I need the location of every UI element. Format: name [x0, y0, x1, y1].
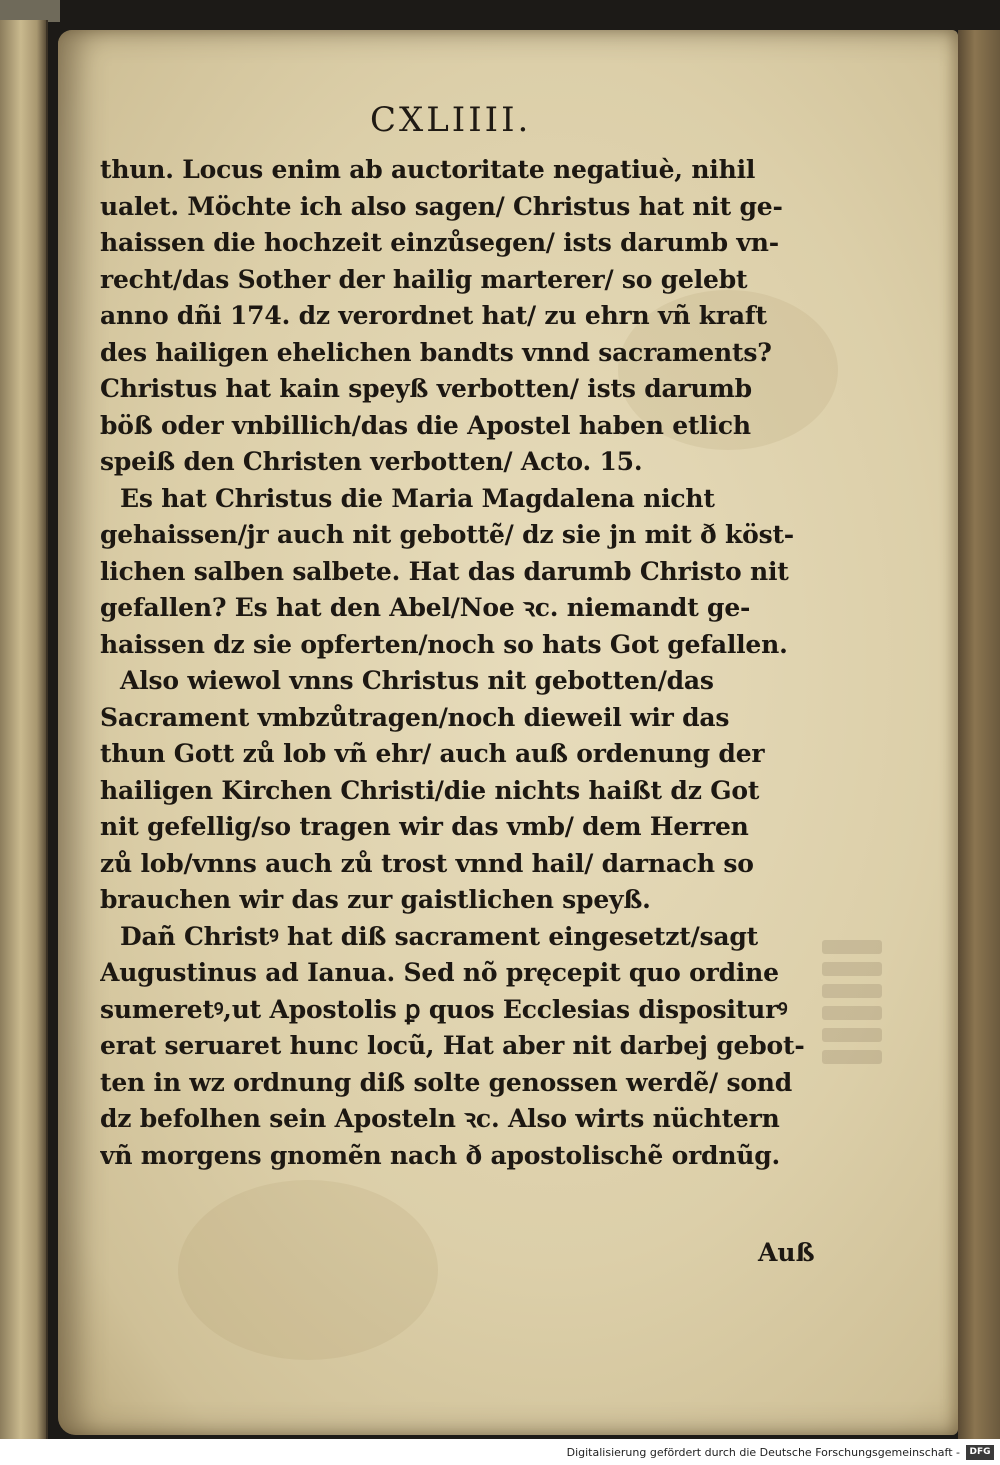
text-line: gefallen? Es hat den Abel/Noe ꝛc. niemandt ge- — [100, 593, 751, 622]
text-line: thun Gott zů lob vñ ehr/ auch auß ordenung der — [100, 739, 765, 768]
body-text — [100, 152, 830, 1174]
digitization-credit: Digitalisierung gefördert durch die Deutsche Forschungsgemeinschaft - — [566, 1446, 960, 1459]
catchword: Auß — [758, 1238, 815, 1267]
left-page-leaf — [0, 20, 48, 1445]
footer-strip — [0, 1439, 1000, 1465]
text-line: erat seruaret hunc locũ, Hat aber nit darbej gebot- — [100, 1031, 805, 1060]
text-line: anno dñi 174. dz verordnet hat/ zu ehrn vñ kraft — [100, 301, 767, 330]
text-line: zů lob/vnns auch zů trost vnnd hail/ darnach so — [100, 848, 754, 878]
text-line: speiß den Christen verbotten/ Acto. 15. — [100, 447, 643, 476]
text-line: Augustinus ad Ianua. Sed nõ pręcepit quo ordine — [100, 958, 779, 987]
text-line: ten in wz ordnung diß solte genossen werdẽ/ sond — [100, 1067, 793, 1097]
text-line: dz befolhen sein Aposteln ꝛc. Also wirts nüchtern — [100, 1104, 780, 1133]
folio-number: CXLIIII. — [370, 100, 532, 140]
text-line: gehaissen/jr auch nit gebottẽ/ dz sie jn mit ð köst- — [100, 520, 794, 549]
text-line: lichen salben salbete. Hat das darumb Christo nit — [100, 556, 789, 586]
show-through-marginalia — [822, 940, 882, 1090]
book-fore-edge — [958, 30, 1000, 1440]
text-line: haissen die hochzeit einzůsegen/ ists darumb vn- — [100, 228, 779, 257]
text-line: haissen dz sie opferten/noch so hats Got gefallen. — [100, 629, 788, 659]
text-line: böß oder vnbillich/das die Apostel haben etlich — [100, 410, 751, 440]
left-leaf-top-edge — [0, 0, 60, 22]
text-line: ualet. Möchte ich also sagen/ Christus hat nit ge- — [100, 191, 783, 221]
text-line: hailigen Kirchen Christi/die nichts haißt dz Got — [100, 775, 760, 805]
text-line: nit gefellig/so tragen wir das vmb/ dem Herren — [100, 812, 749, 841]
dfg-logo: DFG — [966, 1445, 994, 1460]
text-line: vñ morgens gnomẽn nach ð apostolischẽ ordnũg. — [100, 1140, 781, 1170]
text-line: Es hat Christus die Maria Magdalena nicht — [120, 483, 715, 513]
text-line: sumeretꝰ,ut Apostolis ꝑ quos Ecclesias dispositurꝰ — [100, 994, 788, 1024]
text-line: recht/das Sother der hailig marterer/ so gelebt — [100, 264, 748, 294]
text-line: brauchen wir das zur gaistlichen speyß. — [100, 885, 651, 914]
text-line: Also wiewol vnns Christus nit gebotten/das — [120, 666, 714, 695]
text-line: thun. Locus enim ab auctoritate negatiuè, nihil — [100, 155, 756, 184]
text-line: Sacrament vmbzůtragen/noch dieweil wir das — [100, 702, 730, 732]
text-line: des hailigen ehelichen bandts vnnd sacraments? — [100, 337, 772, 367]
text-line: Dañ Christꝰ hat diß sacrament eingesetzt/sagt — [120, 921, 759, 951]
text-line: Christus hat kain speyß verbotten/ ists darumb — [100, 374, 752, 403]
paper-stain — [178, 1180, 438, 1360]
